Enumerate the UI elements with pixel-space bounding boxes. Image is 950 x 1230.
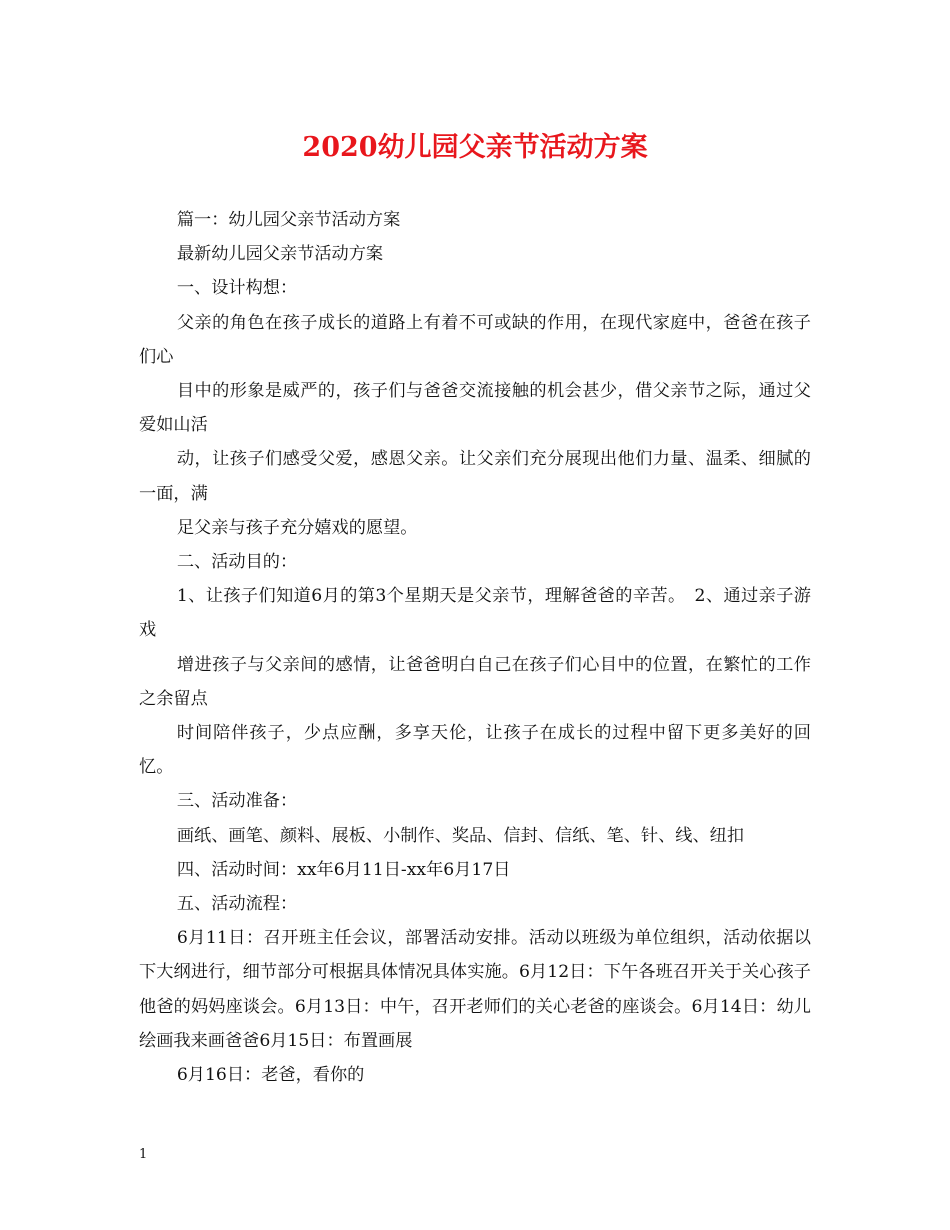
paragraph-subtitle: 最新幼儿园父亲节活动方案 — [176, 244, 384, 265]
paragraph-design-1: 父亲的角色在孩子成长的道路上有着不可或缺的作用，在现代家庭中，爸爸在孩子们心 — [139, 312, 811, 367]
paragraph-heading-prep: 三、活动准备： — [176, 791, 298, 812]
paragraph-goals-1: 1、让孩子们知道6月的第3个星期天是父亲节，理解爸爸的辛苦。 2、通过亲子游戏 — [139, 586, 811, 641]
paragraph-design-3: 动，让孩子们感受父爱，感恩父亲。让父亲们充分展现出他们力量、温柔、细腻的一面，满 — [139, 449, 811, 504]
document-body — [139, 203, 811, 1092]
paragraph-prep-items: 画纸、画笔、颜料、展板、小制作、奖品、信封、信纸、笔、针、线、纽扣 — [176, 825, 745, 846]
page-number: 1 — [139, 1147, 148, 1162]
paragraph-design-2: 目中的形象是威严的，孩子们与爸爸交流接触的机会甚少，借父亲节之际，通过父爱如山活 — [139, 381, 811, 436]
paragraph-design-4: 足父亲与孩子充分嬉戏的愿望。 — [176, 517, 418, 538]
paragraph-heading-goals: 二、活动目的： — [176, 552, 298, 573]
paragraph-section-heading: 篇一：幼儿园父亲节活动方案 — [176, 210, 401, 230]
paragraph-goals-3: 时间陪伴孩子，少点应酬，多享天伦，让孩子在成长的过程中留下更多美好的回忆。 — [139, 723, 811, 778]
paragraph-heading-process: 五、活动流程： — [176, 894, 298, 915]
document-title: 2020幼儿园父亲节活动方案 — [302, 132, 648, 163]
paragraph-process-1: 6月11日：召开班主任会议，部署活动安排。活动以班级为单位组织，活动依据以下大纲进行，细节部分可根据具体情况具体实施。6月12日：下午各班召开关于关心孩子他爸的妈妈座谈会。6月13日：中午，召开老师们的关心老爸的座谈会。6月14日：幼儿绘画我来画爸爸6月15日：布置画展 — [139, 928, 811, 1051]
paragraph-goals-2: 增进孩子与父亲间的感情，让爸爸明白自己在孩子们心目中的位置，在繁忙的工作之余留点 — [139, 654, 811, 709]
paragraph-time: 四、活动时间：xx年6月11日-xx年6月17日 — [176, 859, 511, 880]
paragraph-heading-design: 一、设计构想： — [176, 278, 298, 299]
paragraph-process-2: 6月16日：老爸，看你的 — [176, 1065, 365, 1086]
